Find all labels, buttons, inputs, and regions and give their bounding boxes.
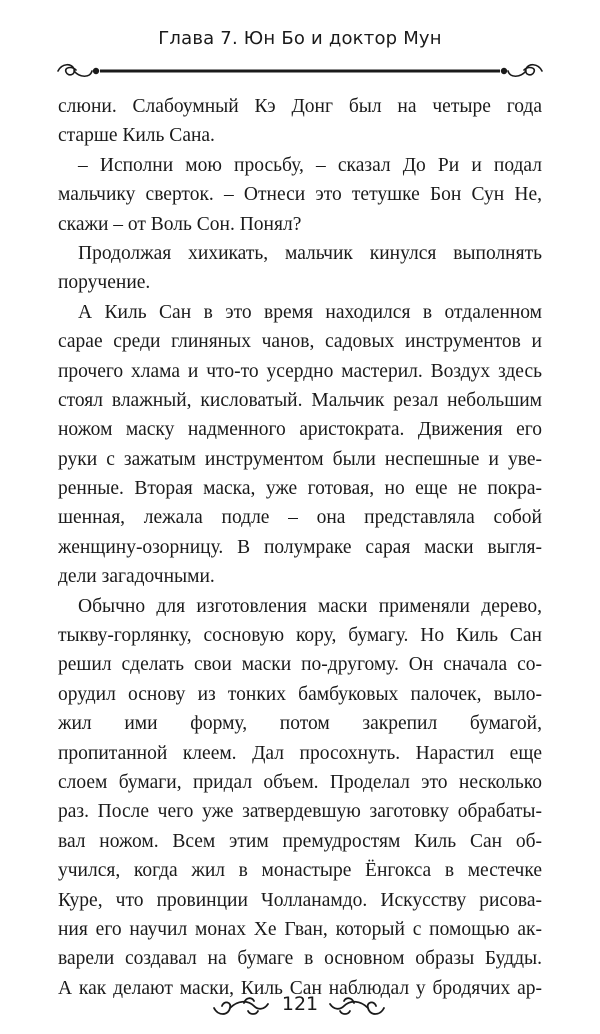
header-ornament-rule: [52, 58, 548, 84]
body-text: [58, 92, 542, 1003]
text-line: пропитанной клеем. Дал просохнуть. Нарастил еще: [58, 742, 542, 764]
text-line: Продолжая хихикать, мальчик кинулся выполнять: [78, 242, 542, 264]
text-line: старше Киль Сана.: [58, 125, 215, 147]
text-line: стоял влажный, кисловатый. Мальчик резал небольшим: [58, 389, 542, 411]
text-line: учился, когда жил в монастыре Ёнгокса в местечке: [58, 860, 542, 882]
text-line: слюни. Слабоумный Кэ Донг был на четыре года: [58, 96, 542, 117]
footer-ornament-right: [326, 994, 388, 1018]
text-line: раз. После чего уже затвердевшую заготовку обрабаты-: [58, 801, 542, 823]
text-line: сарае среди глиняных чанов, садовых инструментов и: [58, 331, 542, 353]
text-line: решил сделать свои маски по-другому. Он сначала со-: [58, 654, 542, 676]
text-line: жил ими форму, потом закрепил бумагой,: [58, 713, 542, 735]
text-line: А как делают маски, Киль Сан наблюдал у бродячих ар-: [58, 977, 542, 999]
text-line: ренные. Вторая маска, уже готовая, но еще не покра-: [58, 478, 542, 500]
text-line: женщину-озорницу. В полумраке сарая маски выгля-: [58, 536, 542, 558]
text-line: вал ножом. Всем этим премудростям Киль Сан об-: [58, 830, 542, 852]
text-line: Обычно для изготовления маски применяли дерево,: [78, 595, 542, 617]
text-line: Куре, что провинции Чолланамдо. Искусству рисова-: [58, 889, 542, 911]
text-line: слоем бумаги, придал объем. Проделал это несколько: [58, 771, 542, 793]
page-number: 121: [281, 993, 319, 1015]
text-line: ножом маску надменного аристократа. Движения его: [58, 419, 542, 441]
text-line: ния его научил монах Хе Гван, который с помощью ак-: [58, 918, 542, 940]
text-line: тыкву-горлянку, сосновую кору, бумагу. Но Киль Сан: [58, 625, 542, 647]
text-line: руки с зажатым инструментом были неспешные и уве-: [58, 448, 542, 470]
text-line: А Киль Сан в это время находился в отдаленном: [78, 301, 542, 323]
page-footer: [0, 990, 600, 1024]
text-line: – Исполни мою просьбу, – сказал До Ри и подал: [78, 154, 542, 176]
text-line: варели создавал на бумаге в основном образы Будды.: [58, 948, 542, 970]
text-line: мальчику сверток. – Отнеси это тетушке Бон Сун Не,: [58, 184, 542, 206]
text-line: поручение.: [58, 272, 151, 294]
text-line: шенная, лежала подле – она представляла собой: [58, 507, 542, 529]
chapter-title: Глава 7. Юн Бо и доктор Мун: [158, 28, 442, 49]
text-line: дели загадочными.: [58, 566, 215, 588]
text-line: орудил основу из тонких бамбуковых палочек, выло-: [58, 683, 542, 705]
text-line: скажи – от Воль Сон. Понял?: [58, 213, 302, 235]
text-line: прочего хлама и что-то усердно мастерил. Воздух здесь: [58, 360, 542, 382]
